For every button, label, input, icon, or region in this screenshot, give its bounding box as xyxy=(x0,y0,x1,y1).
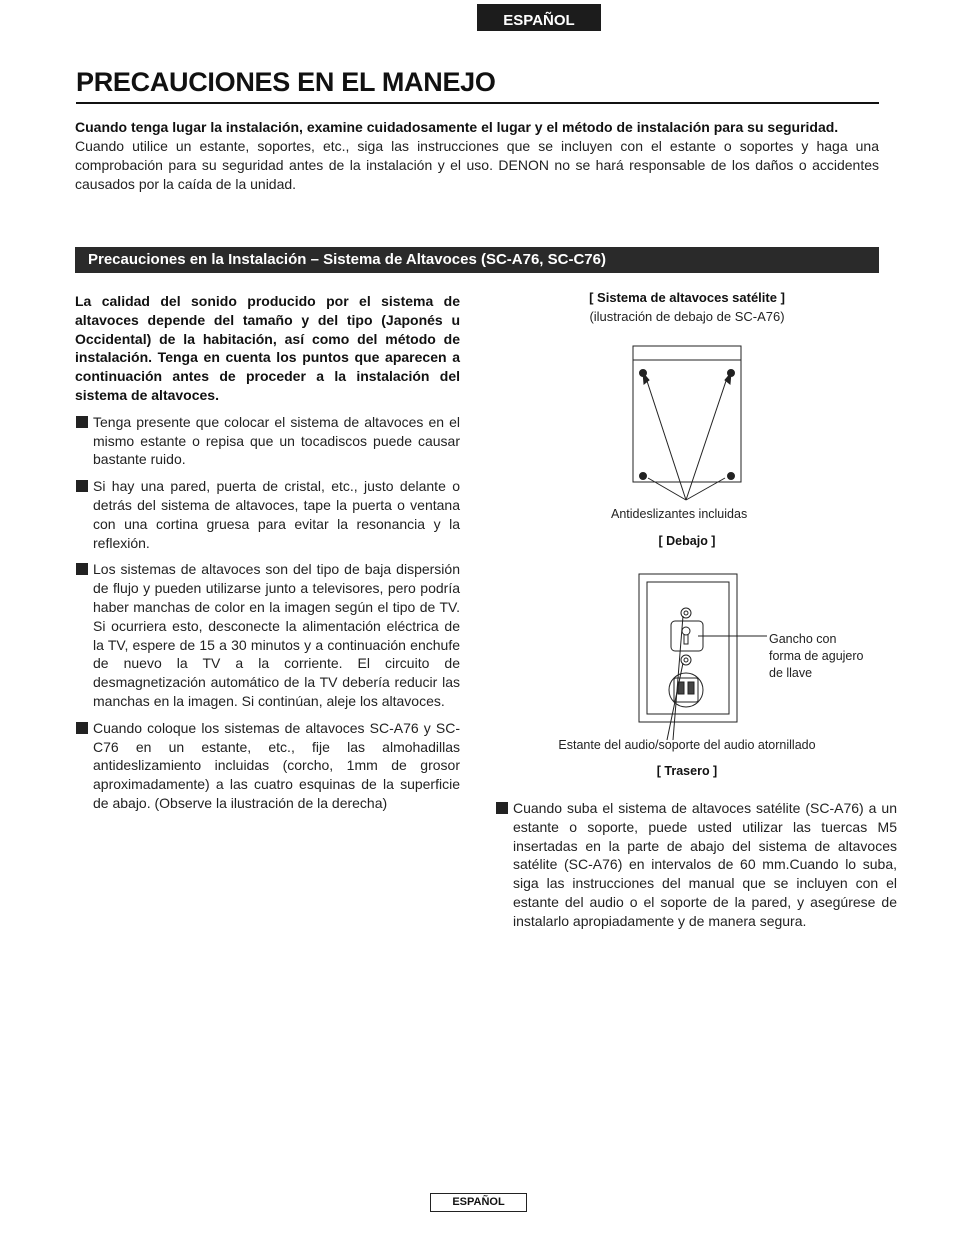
language-tab: ESPAÑOL xyxy=(477,4,601,31)
footer-language-tab: ESPAÑOL xyxy=(430,1193,527,1212)
list-item-text: Si hay una pared, puerta de cristal, etc., justo delante o detrás del sistema de altavoces, tape la puerta o ventana con una cortina gruesa para evitar la resonancia y la reflexión. xyxy=(93,478,460,551)
figure-title: [ Sistema de altavoces satélite ] xyxy=(589,290,785,305)
list-item-text: Cuando suba el sistema de altavoces satélite (SC-A76) a un estante o soporte, puede usted utilizar las tuercas M5 insertadas en la parte de abajo del sistema de altavoces satélite (SC-A76) en intervalos de 60 mm.Cuando lo suba, siga las instrucciones del manual que se incluyen con el estante del audio o el soporte de la pared, y asegúrese de instalarlo apropiadamente y de manera segura. xyxy=(513,800,897,929)
list-item xyxy=(75,413,460,469)
square-bullet-icon xyxy=(76,416,88,428)
speaker-bottom-view xyxy=(633,346,741,500)
intro-bold-text: Cuando tenga lugar la instalación, examine cuidadosamente el lugar y el método de instalación para su seguridad. xyxy=(75,119,839,135)
intro-paragraph xyxy=(75,118,879,194)
pads-label: Antideslizantes incluidas xyxy=(611,507,748,521)
hook-label-line: Gancho con xyxy=(769,632,837,646)
section-heading: Precauciones en la Instalación – Sistema de Altavoces (SC-A76, SC-C76) xyxy=(75,247,879,273)
left-column xyxy=(75,292,460,821)
list-item xyxy=(75,719,460,813)
list-item xyxy=(75,560,460,710)
speaker-rear-view xyxy=(639,574,767,740)
pad-dot xyxy=(640,473,647,480)
rear-view-caption: [ Trasero ] xyxy=(656,764,718,778)
page-title: PRECAUCIONES EN EL MANEJO xyxy=(76,64,879,104)
list-item-text: Los sistemas de altavoces son del tipo de baja dispersión de flujo y pueden utilizarse junto a televisores, pero podría haber manchas de color en la imagen según el tipo de TV. Si ocurriera esto, desconecte la alimentación eléctrica de la TV, espere de 15 a 30 minutos y a continuación enchufe de nuevo la TV a la corriente. El circuito de desmagnetización automático de la TV debería reducir las manchas en la imagen. Si continúan, aleje los altavoces. xyxy=(93,561,460,709)
pad-dot xyxy=(728,473,735,480)
mount-label: Estante del audio/soporte del audio atornillado xyxy=(558,738,816,752)
list-item xyxy=(495,799,897,931)
square-bullet-icon xyxy=(76,722,88,734)
hook-label-line: forma de agujero xyxy=(769,649,864,663)
figure-subtitle: (ilustración de debajo de SC-A76) xyxy=(589,309,785,324)
list-item-text: Cuando coloque los sistemas de altavoces SC-A76 y SC-C76 en un estante, etc., fije las almohadillas antideslizamiento incluidas (corcho, 1mm de grosor aproximadamente) a las cuatro esquinas de la superficie de abajo. (Observe la ilustración de la derecha) xyxy=(93,719,460,811)
speaker-illustration xyxy=(495,330,879,790)
list-item-text: Tenga presente que colocar el sistema de altavoces en el mismo estante o repisa que un tocadiscos puede causar bastante ruido. xyxy=(93,413,460,468)
bottom-view-caption: [ Debajo ] xyxy=(658,534,716,548)
hook-label-line: de llave xyxy=(769,666,813,680)
square-bullet-icon xyxy=(496,802,508,814)
square-bullet-icon xyxy=(76,563,88,575)
square-bullet-icon xyxy=(76,480,88,492)
hook-label xyxy=(769,631,864,682)
speaker-diagram xyxy=(495,330,879,790)
section-lead: La calidad del sonido producido por el sistema de altavoces depende del tamaño y del tipo (Japonés u Occidental) de la habitación, así como del método de instalación. Tenga en cuenta los puntos que aparecen a continuación antes de proceder a la instalación del sistema de altavoces. xyxy=(75,293,460,403)
intro-text: Cuando utilice un estante, soportes, etc., siga las instrucciones que se incluyen con el estante o soportes y haga una comprobación para su seguridad antes de la instalación y el uso. DENON no se hará responsable de los daños o accidentes causados por la caída de la unidad. xyxy=(75,138,879,192)
list-item xyxy=(75,477,460,552)
